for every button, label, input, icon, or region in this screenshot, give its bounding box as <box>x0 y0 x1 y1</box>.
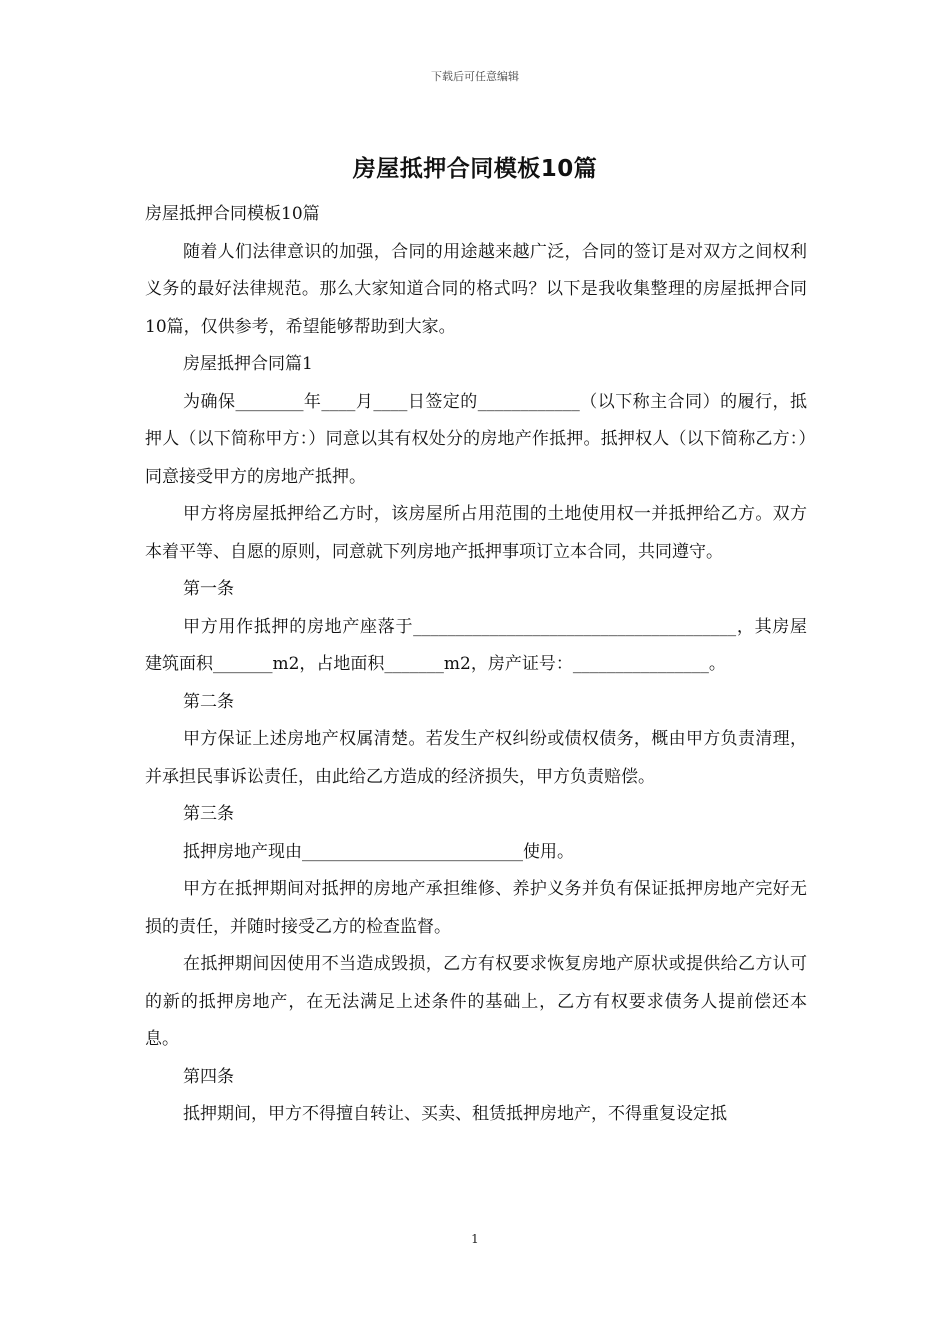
paragraph: 第四条 <box>183 1066 234 1087</box>
document-body <box>145 196 807 1134</box>
page-number: 1 <box>471 1232 479 1246</box>
paragraph: 在抵押期间因使用不当造成毁损，乙方有权要求恢复房地产原状或提供给乙方认可的新的抵押房地产，在无法满足上述条件的基础上，乙方有权要求债务人提前偿还本息。 <box>145 954 807 1049</box>
document-title: 房屋抵押合同模板10篇 <box>352 156 598 182</box>
paragraph: 甲方在抵押期间对抵押的房地产承担维修、养护义务并负有保证抵押房地产完好无损的责任，并随时接受乙方的检查监督。 <box>145 879 807 937</box>
paragraph: 随着人们法律意识的加强，合同的用途越来越广泛，合同的签订是对双方之间权利义务的最好法律规范。那么大家知道合同的格式吗？以下是我收集整理的房屋抵押合同10篇，仅供参考，希望能够帮助到大家。 <box>145 241 807 337</box>
paragraph: 第一条 <box>183 579 234 599</box>
paragraph: 房屋抵押合同篇1 <box>183 354 313 374</box>
paragraph: 为确保________年____月____日签定的____________（以下称主合同）的履行，抵押人（以下简称甲方：）同意以其有权处分的房地产作抵押。抵押权人（以下简称乙方：）同意接受甲方的房地产抵押。 <box>145 391 807 487</box>
paragraph: 甲方用作抵押的房地产座落于______________________________________，其房屋建筑面积_______m2，占地面积_______m2，房产证号：________________。 <box>145 616 807 674</box>
paragraph: 房屋抵押合同模板10篇 <box>145 204 320 224</box>
paragraph: 甲方保证上述房地产权属清楚。若发生产权纠纷或债权债务，概由甲方负责清理，并承担民事诉讼责任，由此给乙方造成的经济损失，甲方负责赔偿。 <box>145 729 807 787</box>
paragraph: 甲方将房屋抵押给乙方时，该房屋所占用范围的土地使用权一并抵押给乙方。双方本着平等、自愿的原则，同意就下列房地产抵押事项订立本合同，共同遵守。 <box>145 504 807 562</box>
paragraph: 第二条 <box>183 691 234 712</box>
paragraph: 抵押期间，甲方不得擅自转让、买卖、租赁抵押房地产，不得重复设定抵 <box>183 1104 727 1124</box>
paragraph: 抵押房地产现由__________________________使用。 <box>183 841 574 862</box>
header-note: 下载后可任意编辑 <box>431 70 519 83</box>
paragraph: 第三条 <box>183 804 234 824</box>
